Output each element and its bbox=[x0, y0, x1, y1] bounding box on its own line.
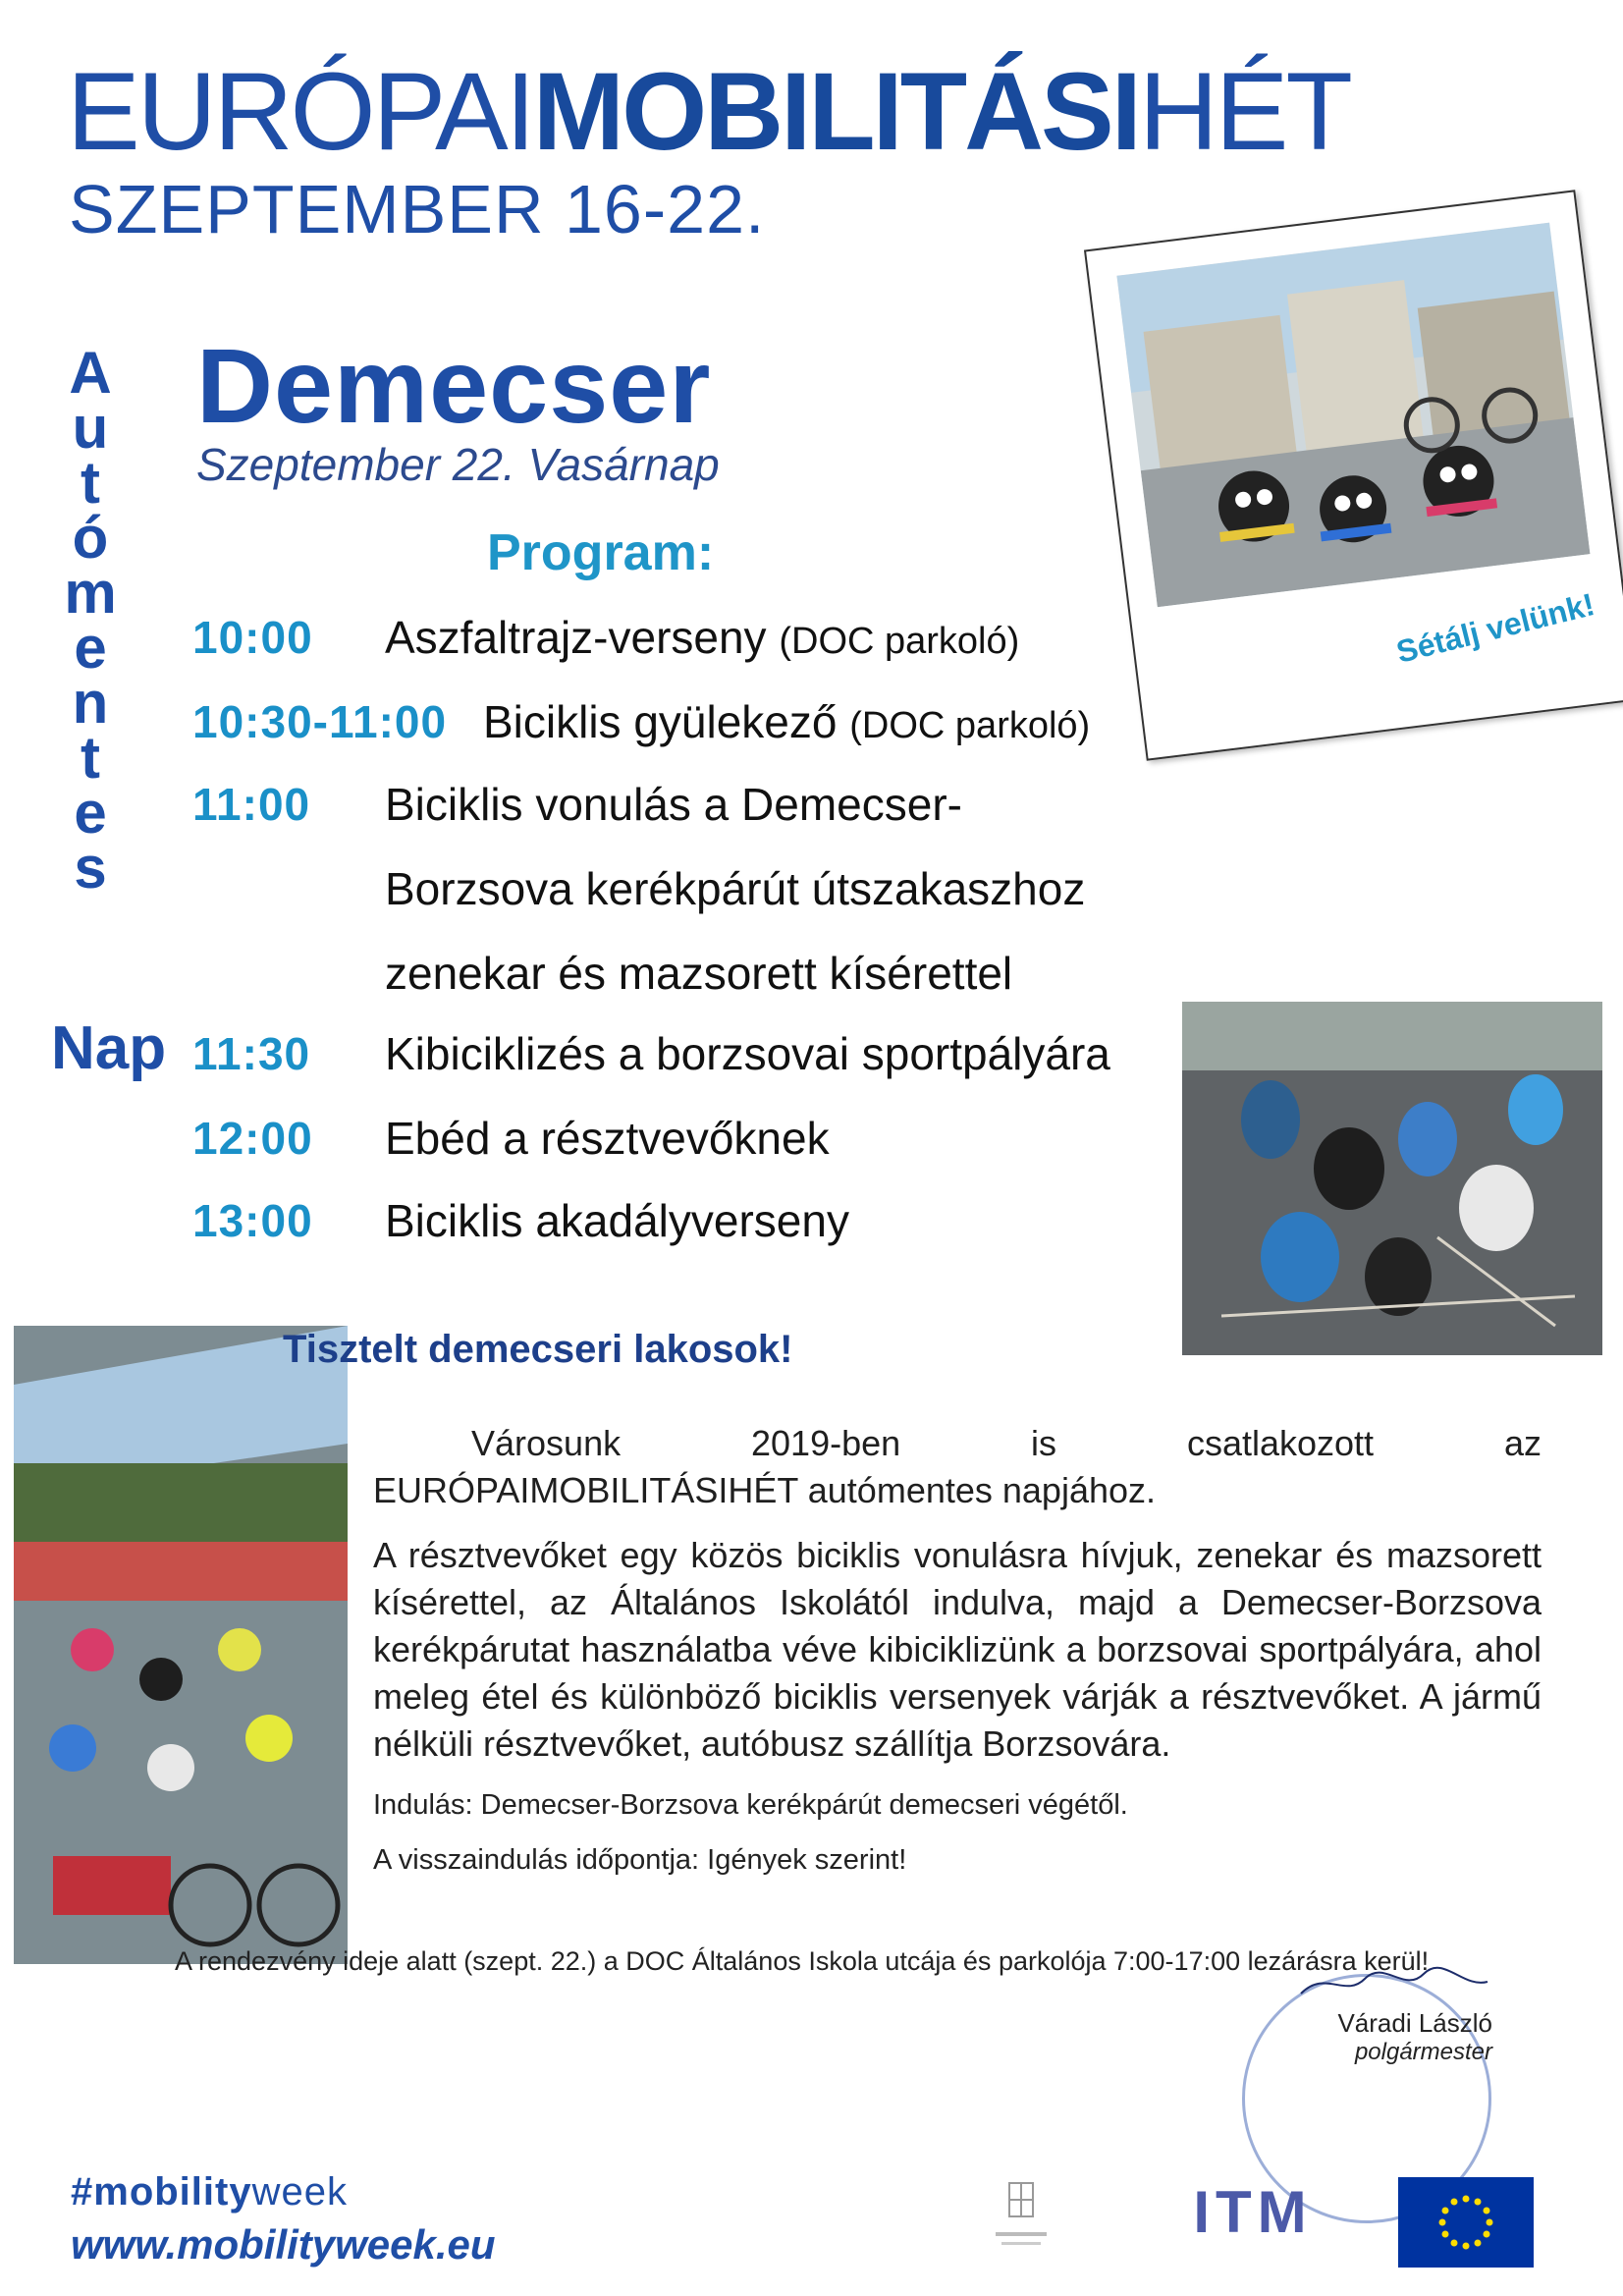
schedule-time: 10:30-11:00 bbox=[192, 696, 448, 747]
schedule-time: 12:00 bbox=[192, 1113, 313, 1164]
schedule-time: 10:00 bbox=[192, 612, 313, 663]
schedule-time: 11:30 bbox=[192, 1028, 311, 1079]
signer-name: Váradi László bbox=[1337, 2008, 1492, 2038]
vertical-letter: ó bbox=[72, 505, 109, 571]
schedule-text: Aszfaltrajz-verseny (DOC parkoló) bbox=[385, 612, 1020, 663]
event-date: Szeptember 22. Vasárnap bbox=[196, 439, 720, 490]
schedule-text: Borzsova kerékpárút útszakaszhoz bbox=[385, 863, 1086, 914]
event-city: Demecser bbox=[196, 326, 712, 445]
return-line: A visszaindulás időpontja: Igények szerint! bbox=[373, 1844, 907, 1876]
schedule-note: (DOC parkoló) bbox=[779, 621, 1020, 662]
departure-line: Indulás: Demecser-Borzsova kerékpárút demecseri végétől. bbox=[373, 1789, 1128, 1821]
vertical-letter: s bbox=[74, 835, 107, 901]
vertical-letter: e bbox=[74, 615, 107, 681]
schedule-text: Ebéd a résztvevőknek bbox=[385, 1113, 830, 1164]
vertical-word-nap: Nap bbox=[51, 1014, 167, 1082]
title-europai: EURÓPAI bbox=[67, 50, 533, 173]
polaroid-photo bbox=[1084, 190, 1623, 761]
road-closure-notice: A rendezvény ideje alatt (szept. 22.) a DOC Általános Iskola utcája és parkolója 7:00-17:00 lezárásra kerül! bbox=[175, 1946, 1430, 1976]
campaign-title bbox=[67, 50, 1350, 173]
description-text: A résztvevőket egy közös biciklis vonulásra hívjuk, zenekar és mazsorett kísérettel, az Általános Iskolától indulva, majd a Demecser-Borzsova kerékpárutat használatba véve kibiciklizünk a borzsovai sportpályára, ahol meleg étel és különböző biciklis versenyek várják a résztvevőket. A jármű nélküli résztvevőket, autóbusz szállítja Borzsovára. bbox=[373, 1535, 1542, 1764]
hashtag: #mobilityweek bbox=[71, 2170, 348, 2214]
program-label: Program: bbox=[487, 524, 715, 581]
vertical-letter: t bbox=[81, 725, 100, 791]
intro-paragraph bbox=[373, 1420, 1542, 1514]
title-mobilitasi: MOBILITÁSI bbox=[532, 50, 1139, 173]
intro-word: 2019-ben bbox=[751, 1423, 901, 1463]
vertical-word-automentes bbox=[51, 340, 130, 901]
children-chalk-photo bbox=[1182, 1002, 1602, 1355]
schedule-time: 13:00 bbox=[192, 1195, 313, 1246]
vertical-letter: n bbox=[72, 670, 109, 736]
intro-word: csatlakozott bbox=[1186, 1423, 1375, 1463]
website-link[interactable]: www.mobilityweek.eu bbox=[71, 2221, 496, 2268]
description-paragraph bbox=[373, 1532, 1542, 1884]
cyclists-photo bbox=[14, 1326, 348, 1964]
intro-word: Városunk bbox=[471, 1423, 622, 1463]
signature-block bbox=[1276, 1964, 1492, 2066]
schedule-text: Biciklis vonulás a Demecser- bbox=[385, 779, 962, 830]
schedule-note: (DOC parkoló) bbox=[849, 705, 1091, 746]
vertical-letter: m bbox=[64, 560, 117, 626]
eu-flag-icon bbox=[1398, 2177, 1534, 2268]
signer-role: polgármester bbox=[1354, 2039, 1492, 2065]
schedule-text: Kibiciklizés a borzsovai sportpályára bbox=[385, 1028, 1110, 1079]
schedule-text: Biciklis gyülekező (DOC parkoló) bbox=[483, 696, 1091, 747]
signature-scribble bbox=[1296, 1964, 1492, 2003]
itm-logo bbox=[1164, 2178, 1341, 2246]
greeting-heading: Tisztelt demecseri lakosok! bbox=[283, 1328, 793, 1371]
itm-wordmark: ITM bbox=[1193, 2179, 1313, 2245]
schedule-text: zenekar és mazsorett kísérettel bbox=[385, 948, 1013, 999]
title-het: HÉT bbox=[1138, 50, 1350, 173]
vertical-letter: A bbox=[69, 340, 112, 406]
vertical-letter: u bbox=[72, 395, 109, 461]
photo-caption: Sétálj velünk! bbox=[1392, 586, 1598, 670]
intro-word: az bbox=[1503, 1423, 1542, 1463]
cartoon-street-image bbox=[1116, 223, 1590, 608]
vertical-letter: e bbox=[74, 780, 107, 846]
campaign-dates: SZEPTEMBER 16-22. bbox=[69, 171, 766, 247]
intro-word: is bbox=[1031, 1423, 1057, 1463]
schedule-text: Biciklis akadályverseny bbox=[385, 1195, 849, 1246]
vertical-letter: t bbox=[81, 450, 100, 516]
intro-line-2: EURÓPAIMOBILITÁSIHÉT autómentes napjához. bbox=[373, 1470, 1157, 1510]
intro-line-1 bbox=[373, 1420, 1542, 1467]
schedule-time: 11:00 bbox=[192, 779, 311, 830]
